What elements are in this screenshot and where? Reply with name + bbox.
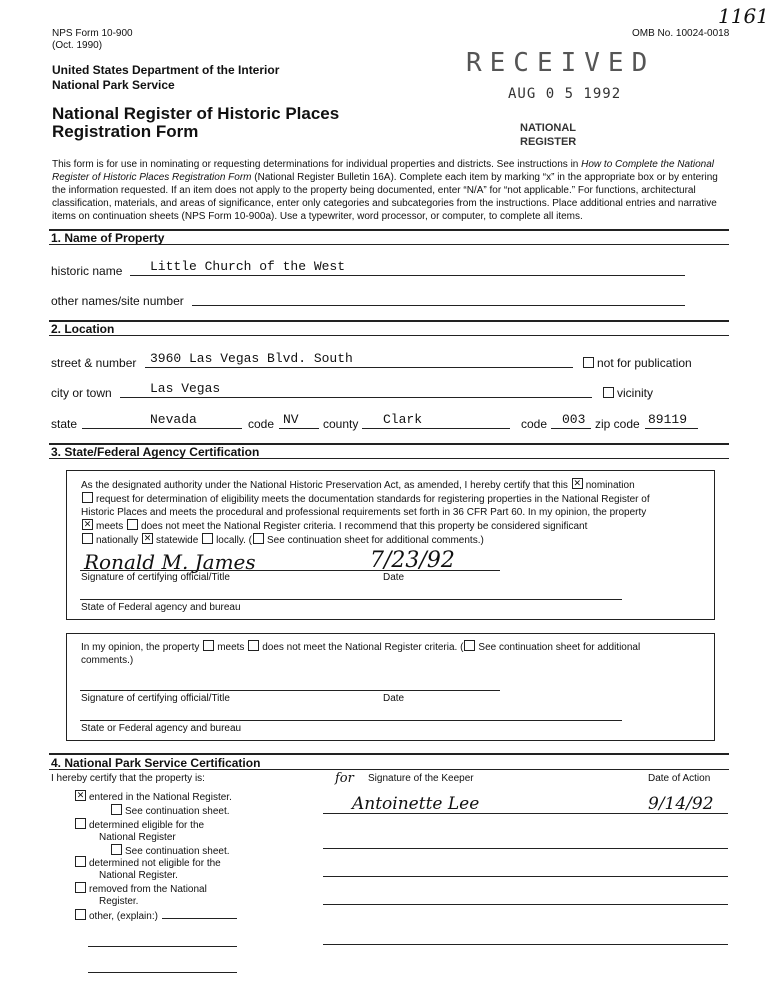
form-number: NPS Form 10-900 [52, 28, 133, 39]
meets-checkbox[interactable] [82, 519, 93, 530]
certifying-date: 7/23/92 [370, 548, 455, 573]
opinion-text [81, 640, 701, 667]
received-stamp [464, 42, 656, 102]
section1-title: 1. Name of Property [51, 231, 165, 245]
section4-top-rule [49, 753, 729, 755]
section2-title: 2. Location [51, 322, 115, 336]
option-entered [74, 790, 232, 818]
street-label: street & number [51, 356, 137, 370]
city-label: city or town [51, 386, 112, 400]
agency-label: State of Federal agency and bureau [81, 602, 241, 613]
intro-paragraph [52, 158, 728, 223]
section1-bottom-rule [49, 244, 729, 245]
removed-label2: Register. [99, 896, 139, 907]
department-name: United States Department of the Interior [52, 63, 280, 77]
keeper-line-5 [323, 944, 728, 945]
opinion-signature-label: Signature of certifying official/Title [81, 693, 230, 704]
section4-title: 4. National Park Service Certification [51, 756, 261, 770]
historic-name-line [130, 275, 685, 276]
entered-label: entered in the National Register. [89, 792, 232, 803]
other-explain-line-3 [88, 972, 237, 973]
state-code-line [279, 428, 319, 429]
zip-label: zip code [595, 417, 640, 431]
meets-label: meets [96, 521, 124, 532]
county-label: county [323, 417, 359, 431]
signature-line [80, 570, 500, 571]
received-stamp-word: RECEIVED [466, 48, 656, 78]
other-explain-line-2 [88, 946, 237, 947]
for-note: for [335, 771, 354, 786]
state-code-value[interactable]: NV [283, 412, 299, 427]
cert-text-line1: As the designated authority under the National Historic Preservation Act, as amended, I hereby certify that this [81, 480, 568, 491]
not-eligible-label: determined not eligible for the [89, 858, 221, 869]
eligible-see-continuation-checkbox[interactable] [111, 844, 122, 855]
other-names-line [192, 305, 685, 306]
intro-text-2: How to Complete the National Register of Historic Places Registration Form [52, 159, 714, 183]
keeper-signature-label: Signature of the Keeper [368, 773, 474, 784]
removed-label: removed from the National [89, 884, 207, 895]
omb-number: OMB No. 10024-0018 [632, 28, 730, 39]
corner-handwritten-note: 1161 [718, 4, 769, 28]
section3-title: 3. State/Federal Agency Certification [51, 445, 260, 459]
county-code-line [551, 428, 591, 429]
locally-label: locally. ( [216, 535, 253, 546]
entered-checkbox[interactable] [75, 790, 86, 801]
option-other [74, 909, 158, 923]
not-eligible-label2: National Register. [99, 870, 178, 881]
other-names-label: other names/site number [51, 294, 184, 308]
opinion-agency-label: State or Federal agency and bureau [81, 723, 242, 734]
state-line [82, 428, 242, 429]
service-name: National Park Service [52, 78, 175, 92]
street-value[interactable]: 3960 Las Vegas Blvd. South [150, 351, 353, 366]
nationally-label: nationally [96, 535, 139, 546]
opinion-date-label: Date [383, 693, 405, 704]
action-date: 9/14/92 [648, 794, 714, 814]
opinion-see-continuation-checkbox[interactable] [464, 640, 475, 651]
city-value[interactable]: Las Vegas [150, 381, 221, 396]
street-line [145, 367, 573, 368]
cert-text-line2: request for determination of eligibility meets the documentation standards for registering properties in the National Register of [96, 494, 650, 505]
nomination-checkbox[interactable] [572, 478, 583, 489]
removed-checkbox[interactable] [75, 882, 86, 893]
cert-text-line4: does not meet the National Register criteria. I recommend that this property be considered significant [141, 521, 588, 532]
received-stamp-date: AUG 0 5 1992 [508, 86, 622, 102]
county-value[interactable]: Clark [383, 412, 423, 427]
certifying-signature: Ronald M. James [84, 550, 256, 574]
keeper-line-1 [323, 813, 728, 814]
signature-date-label: Date [383, 572, 405, 583]
section3-bottom-rule [49, 458, 729, 459]
section2-top-rule [49, 320, 729, 322]
county-line [362, 428, 510, 429]
locally-checkbox[interactable] [202, 533, 213, 544]
nomination-label: nomination [585, 480, 635, 491]
vicinity-label: vicinity [617, 386, 654, 400]
option-not-eligible [74, 856, 221, 882]
opinion-meets-checkbox[interactable] [203, 640, 214, 651]
zip-value[interactable]: 89119 [648, 412, 688, 427]
opinion-does-not-meet-checkbox[interactable] [248, 640, 259, 651]
historic-name-value[interactable]: Little Church of the West [150, 259, 346, 274]
option-determined-eligible [74, 818, 230, 858]
eligible-see-continuation-label: See continuation sheet. [125, 846, 230, 857]
opinion-text-line2: comments.) [81, 655, 134, 666]
opinion-does-not-meet-label: does not meet the National Register criteria. ( [262, 642, 464, 653]
keeper-line-3 [323, 876, 728, 877]
determined-eligible-label2: National Register [99, 832, 176, 843]
statewide-label: statewide [156, 535, 199, 546]
signature-label: Signature of certifying official/Title [81, 572, 230, 583]
eligibility-request-checkbox[interactable] [82, 492, 93, 503]
section4-bottom-rule [49, 769, 729, 770]
opinion-meets-label: meets [217, 642, 245, 653]
vicinity-checkbox[interactable] [603, 387, 614, 398]
entered-see-continuation-checkbox[interactable] [111, 804, 122, 815]
opinion-see-continuation-label: See continuation sheet for additional [478, 642, 641, 653]
opinion-text-line1: In my opinion, the property [81, 642, 200, 653]
not-for-publication-checkbox[interactable] [583, 357, 594, 368]
state-value[interactable]: Nevada [150, 412, 197, 427]
historic-name-label: historic name [51, 264, 123, 278]
county-code-label: code [521, 417, 548, 431]
see-continuation-checkbox[interactable] [253, 533, 264, 544]
city-line [120, 397, 592, 398]
determined-eligible-checkbox[interactable] [75, 818, 86, 829]
determined-eligible-label: determined eligible for the [89, 820, 205, 831]
nationally-checkbox[interactable] [82, 533, 93, 544]
entered-see-continuation-label: See continuation sheet. [125, 806, 230, 817]
agency-line [80, 599, 622, 600]
form-title-line1: National Register of Historic Places [52, 104, 340, 123]
keeper-line-2 [323, 848, 728, 849]
statewide-checkbox[interactable] [142, 533, 153, 544]
certify-statement: I hereby certify that the property is: [51, 773, 205, 784]
stamp-register: REGISTER [520, 136, 577, 148]
opinion-signature-line [80, 690, 500, 691]
opinion-agency-line [80, 720, 622, 721]
not-for-publication-label: not for publication [597, 356, 692, 370]
other-explain-line-1 [162, 918, 237, 919]
other-checkbox[interactable] [75, 909, 86, 920]
form-title-line2: Registration Form [52, 122, 199, 141]
zip-line [645, 428, 698, 429]
other-label: other, (explain:) [89, 911, 158, 922]
county-code-value[interactable]: 003 [562, 412, 586, 427]
form-date: (Oct. 1990) [52, 40, 103, 51]
see-continuation-label: See continuation sheet for additional comments.) [267, 535, 484, 546]
not-for-publication[interactable] [582, 356, 692, 370]
cert-text-line3: Historic Places and meets the procedural and professional requirements set forth in 36 CFR Part 60. In my opinion, the property [81, 507, 647, 518]
state-label: state [51, 417, 78, 431]
intro-text-3: (National Register Bulletin 16A). Complete each item by marking “x” in the appropriate box or by entering the information requested. If an item does not apply to the property being documented, enter “N/A” for “not applicable.” For functions, architectural classification, materials, and areas of significance, enter only categories and subcategories from the instructions. Place additional entries and narrative items on continuation sheets (NPS Form 10-900a). Use a typewriter, word processor, or computer, to complete all items. [52, 172, 718, 222]
does-not-meet-checkbox[interactable] [127, 519, 138, 530]
stamp-national: NATIONAL [520, 122, 577, 134]
state-certification-text [81, 478, 701, 547]
not-eligible-checkbox[interactable] [75, 856, 86, 867]
vicinity[interactable] [602, 386, 653, 400]
option-removed [74, 882, 207, 908]
date-of-action-label: Date of Action [648, 773, 711, 784]
intro-text-1: This form is for use in nominating or requesting determinations for individual properties and districts. See instructions in [52, 159, 582, 170]
keeper-signature: Antoinette Lee [352, 794, 480, 814]
state-code-label: code [248, 417, 275, 431]
keeper-line-4 [323, 904, 728, 905]
section2-bottom-rule [49, 335, 729, 336]
